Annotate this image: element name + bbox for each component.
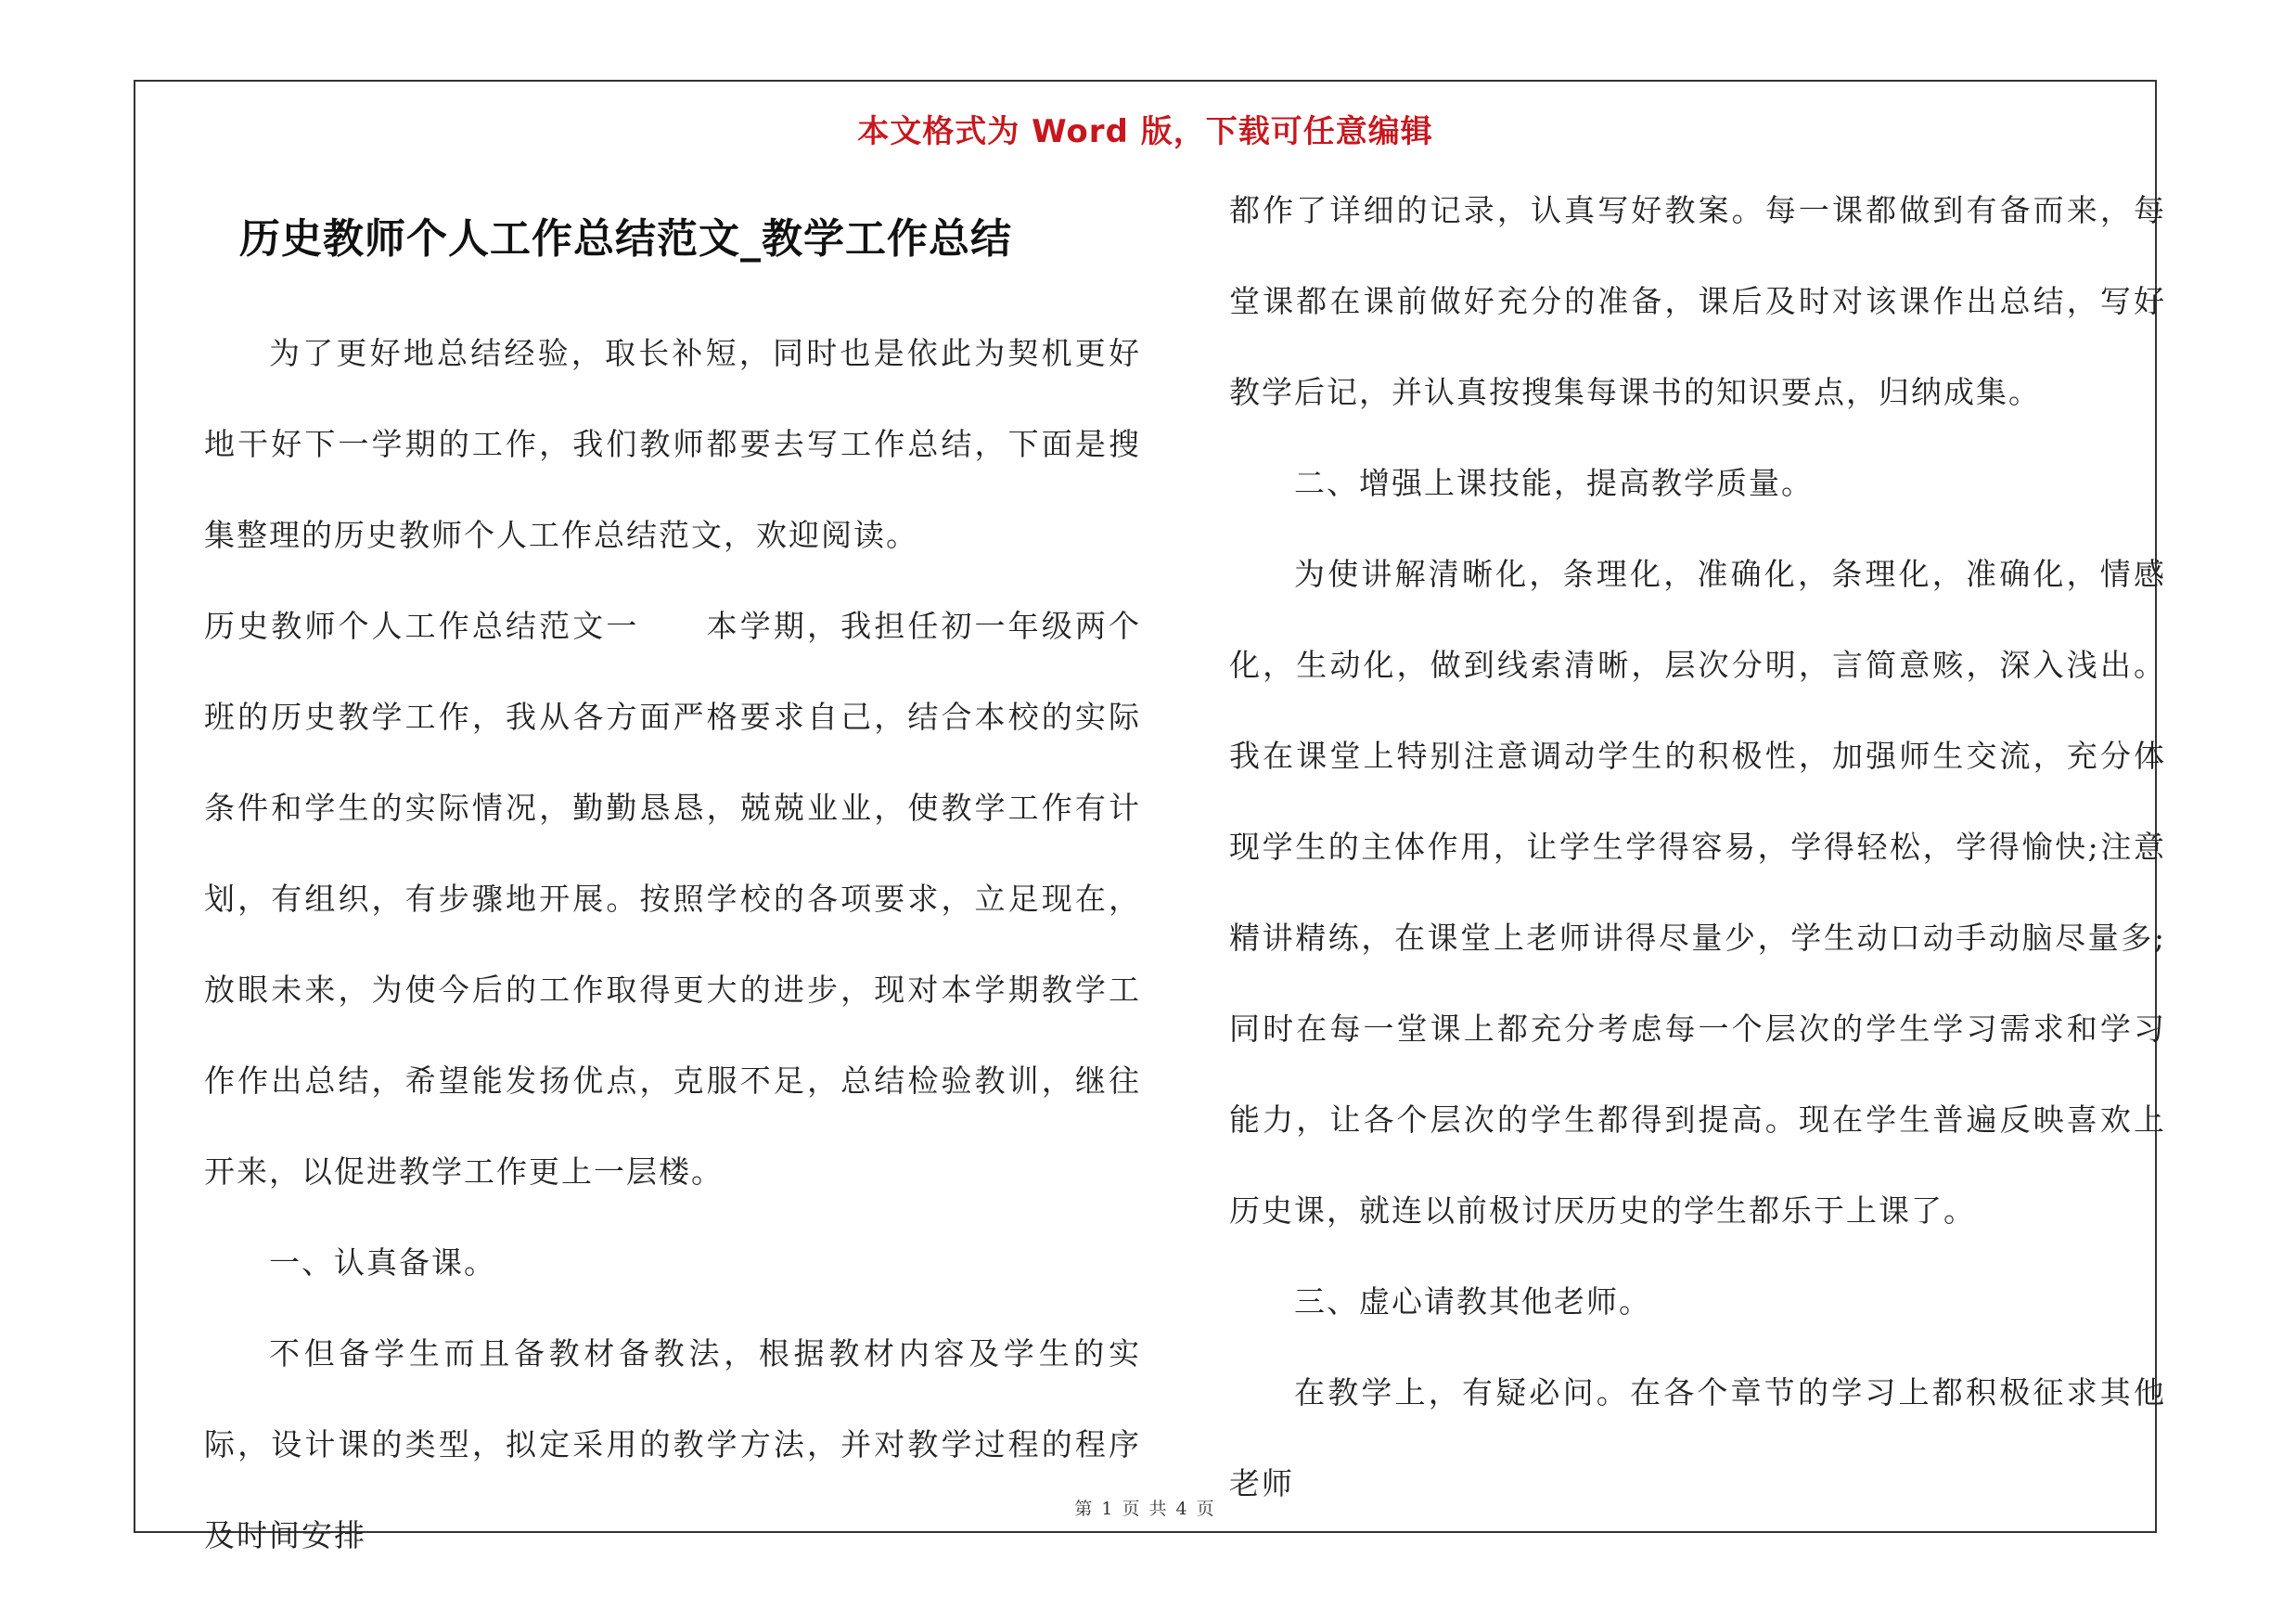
left-column-body (204, 308, 1141, 1581)
section-heading: 一、认真备课。 (269, 1244, 496, 1281)
document-title: 历史教师个人工作总结范文_教学工作总结 (239, 215, 1012, 263)
paragraph: 为了更好地总结经验，取长补短，同时也是依此为契机更好地干好下一学期的工作，我们教师都要去写工作总结，下面是搜集整理的历史教师个人工作总结范文，欢迎阅读。 (204, 335, 1141, 553)
paragraph: 都作了详细的记录，认真写好教案。每一课都做到有备而来，每堂课都在课前做好充分的准备，课后及时对该课作出总结，写好教学后记，并认真按搜集每课书的知识要点，归纳成集。 (1229, 192, 2166, 410)
paragraph: 为使讲解清晰化，条理化，准确化，条理化，准确化，情感化，生动化，做到线索清晰，层次分明，言简意赅，深入浅出。我在课堂上特别注意调动学生的积极性，加强师生交流，充分体现学生的主体作用，让学生学得容易，学得轻松，学得愉快;注意精讲精练，在课堂上老师讲得尽量少，学生动口动手动脑尽量多;同时在每一堂课上都充分考虑每一个层次的学生学习需求和学习能力，让各个层次的学生都得到提高。现在学生普遍反映喜欢上历史课，就连以前极讨厌历史的学生都乐于上课了。 (1229, 556, 2166, 1229)
right-column (1229, 165, 2166, 1529)
left-column (204, 176, 1141, 1581)
word-format-banner: 本文格式为 Word 版，下载可任意编辑 (857, 113, 1433, 150)
paragraph: 不但备学生而且备教材备教法，根据教材内容及学生的实际，设计课的类型，拟定采用的教学方法，并对教学过程的程序及时间安排 (204, 1335, 1141, 1553)
section-heading: 二、增强上课技能，提高教学质量。 (1294, 465, 1814, 501)
paragraph: 历史教师个人工作总结范文一 本学期，我担任初一年级两个班的历史教学工作，我从各方面严格要求自己，结合本校的实际条件和学生的实际情况，勤勤恳恳，兢兢业业，使教学工作有计划，有组织，有步骤地开展。按照学校的各项要求，立足现在，放眼未来，为使今后的工作取得更大的进步，现对本学期教学工作作出总结，希望能发扬优点，克服不足，总结检验教训，继往开来，以促进教学工作更上一层楼。 (204, 608, 1141, 1190)
section-heading: 三、虚心请教其他老师。 (1294, 1283, 1651, 1320)
page-number-footer: 第 1 页 共 4 页 (1074, 1499, 1216, 1519)
paragraph: 在教学上，有疑必问。在各个章节的学习上都积极征求其他老师 (1229, 1374, 2166, 1501)
